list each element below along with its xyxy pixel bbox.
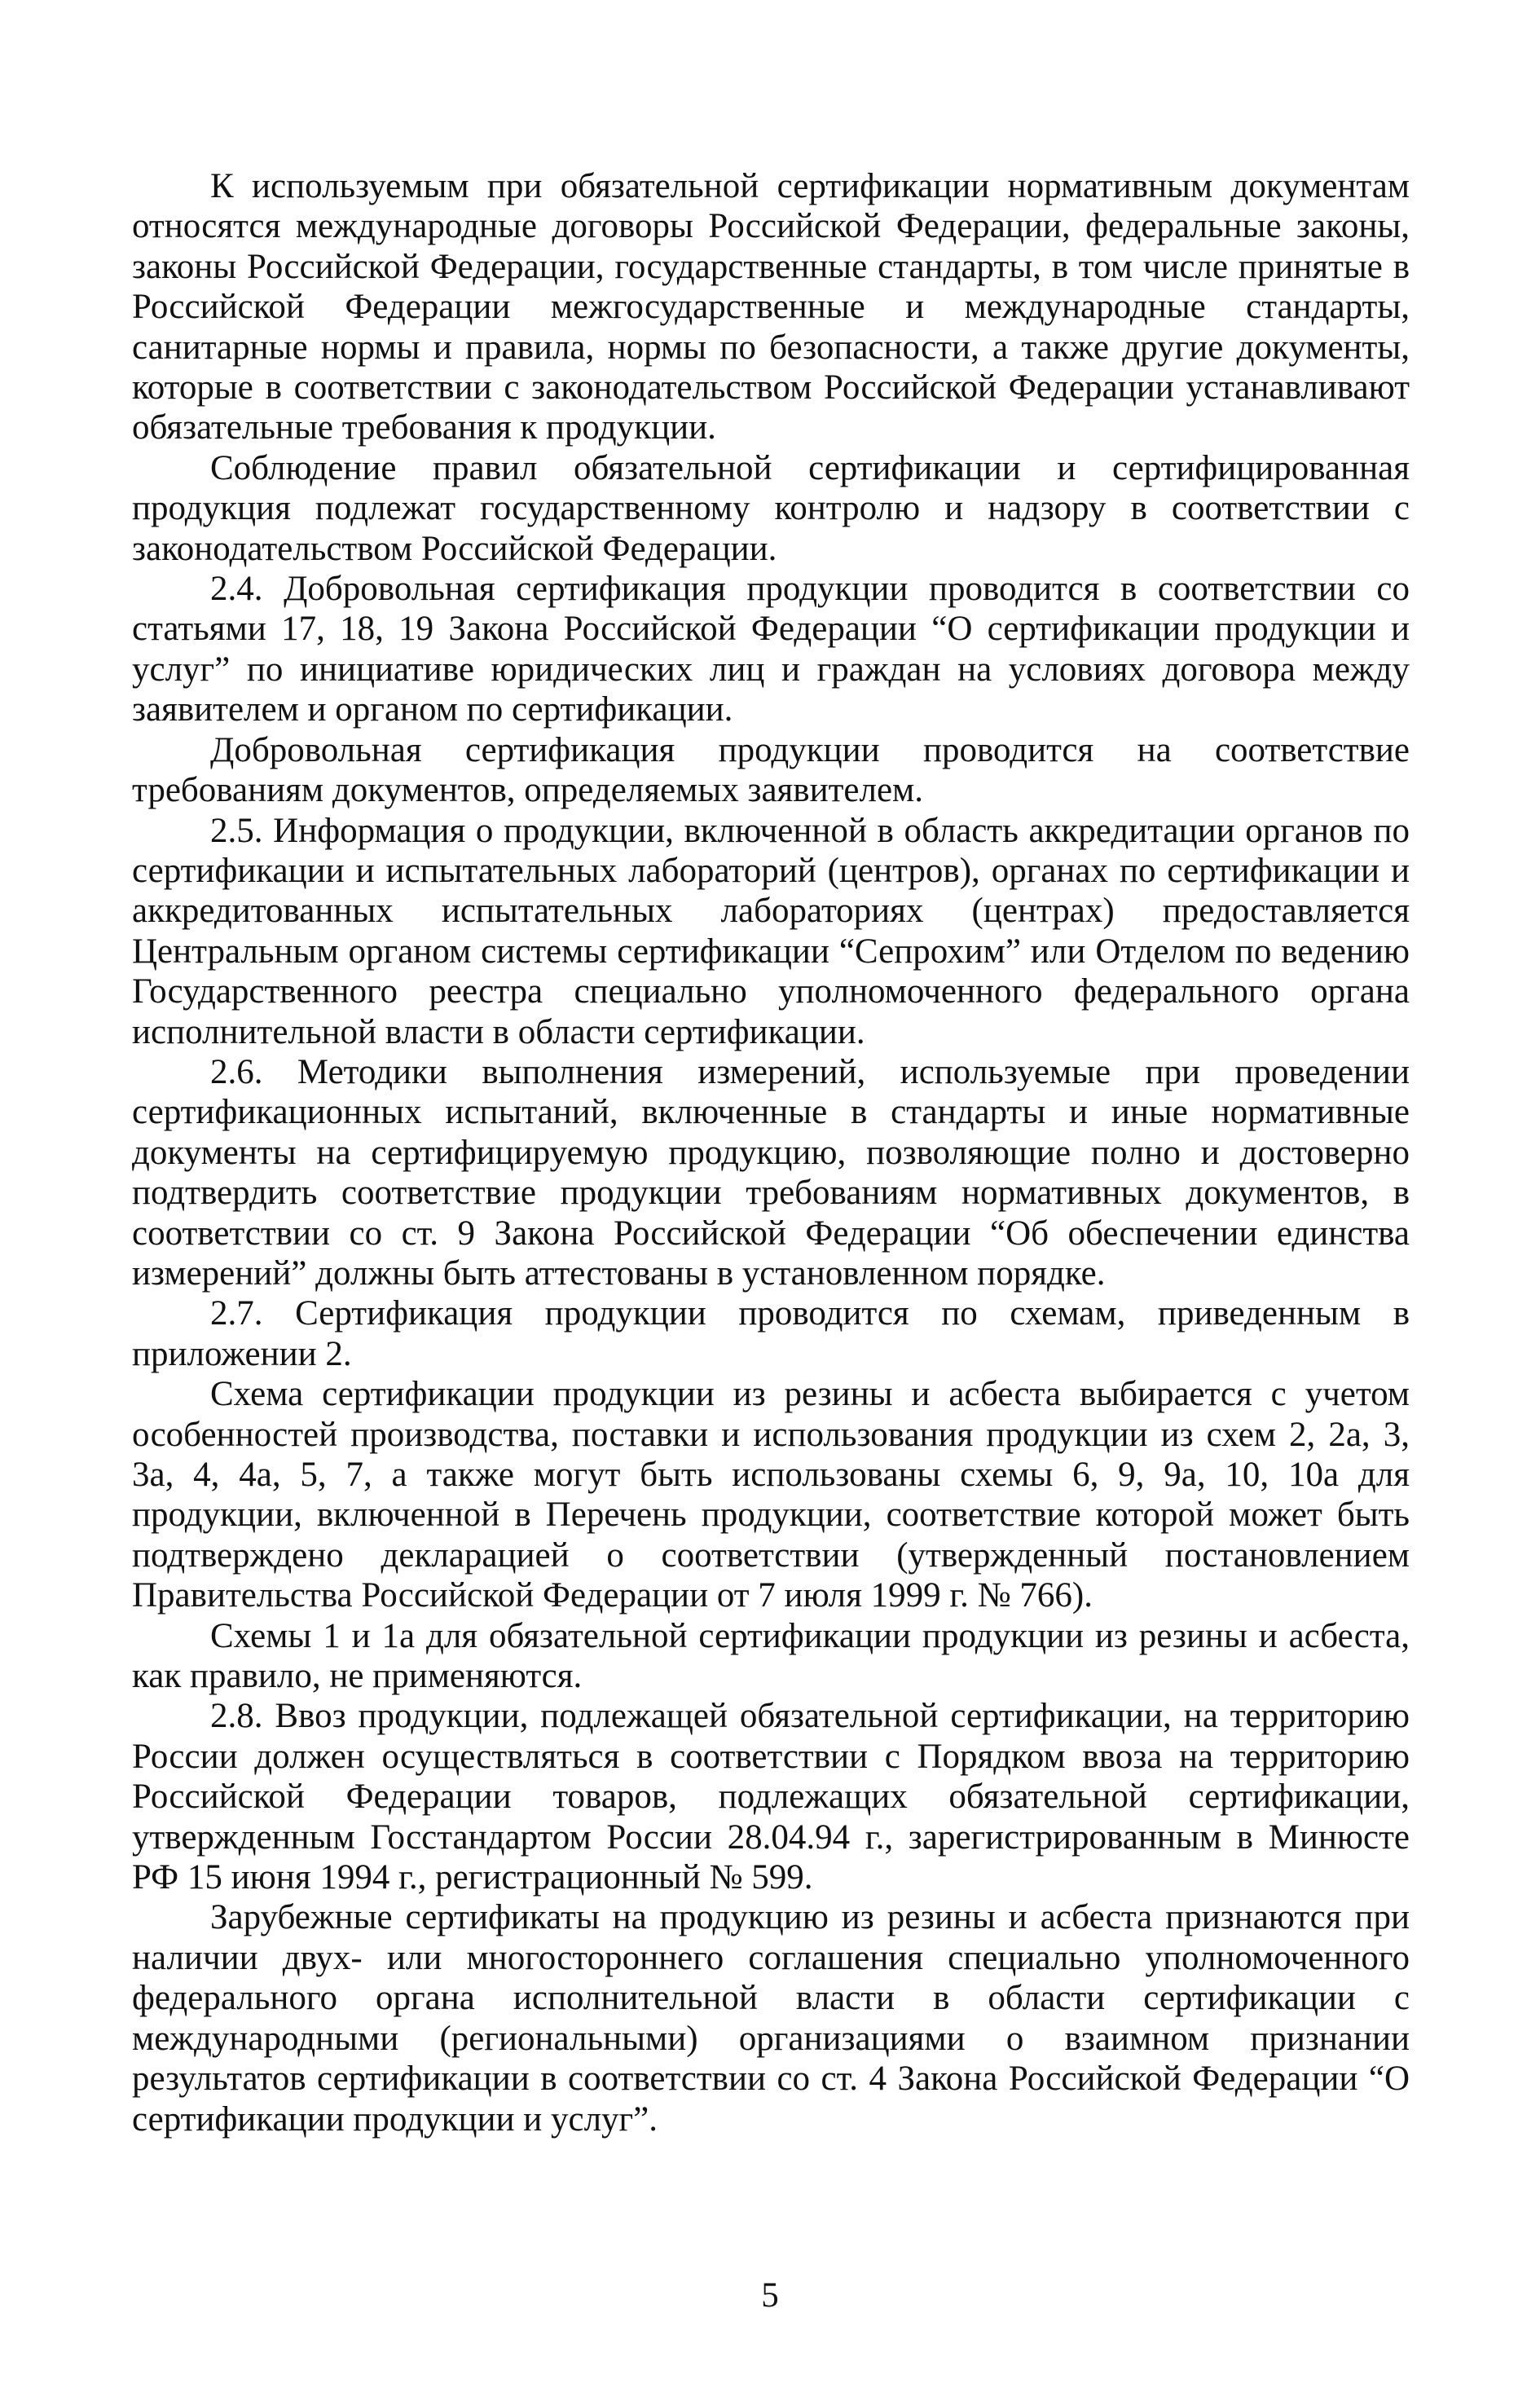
paragraph-2-6-measurement-methods: 2.6. Методики выполнения измерений, используемые при проведении сертификационных испытаний, включенные в стандарты и иные нормативные документы на сертифицируемую продукцию, позволяющие полно и достоверно подтвердить соответствие продукции требованиям нормативных документов, в соответствии со ст. 9 Закона Российской Федерации “Об обеспечении единства измерений” должны быть аттестованы в установленном порядке. [132,1052,1410,1293]
paragraph-2-7-certification-schemes: 2.7. Сертификация продукции проводится по схемам, приведенным в приложении 2. [132,1294,1410,1373]
paragraph-normative-documents: К используемым при обязательной сертификации нормативным документам относятся международные договоры Российской Федерации, федеральные законы, законы Российской Федерации, государственные стандарты, в том числе принятые в Российской Федерации межгосударственные и международные стандарты, санитарные нормы и правила, нормы по безопасности, а также другие документы, которые в соответствии с законодательством Российской Федерации устанавливают обязательные требования к продукции. [132,167,1410,447]
paragraph-scheme-selection: Схема сертификации продукции из резины и асбеста выбирается с учетом особенностей производства, поставки и использования продукции из схем 2, 2а, 3, 3а, 4, 4а, 5, 7, а также могут быть использованы схемы 6, 9, 9а, 10, 10а для продукции, включенной в Перечень продукции, соответствие которой может быть подтверждено декларацией о соответствии (утвержденный постановлением Правительства Российской Федерации от 7 июля 1999 г. № 766). [132,1375,1410,1615]
paragraph-schemes-1-1a: Схемы 1 и 1а для обязательной сертификации продукции из резины и асбеста, как правило, не применяются. [132,1616,1410,1696]
paragraph-state-control: Соблюдение правил обязательной сертификации и сертифицированная продукция подлежат государственному контролю и надзору в соответствии с законодательством Российской Федерации. [132,448,1410,568]
paragraph-2-8-import: 2.8. Ввоз продукции, подлежащей обязательной сертификации, на территорию России должен осуществляться в соответствии с Порядком ввоза на территорию Российской Федерации товаров, подлежащих обязательной сертификации, утвержденным Госстандартом России 28.04.94 г., зарегистрированным в Минюсте РФ 15 июня 1994 г., регистрационный № 599. [132,1697,1410,1897]
paragraph-2-5-information: 2.5. Информация о продукции, включенной в область аккредитации органов по сертификации и испытательных лабораторий (центров), органах по сертификации и аккредитованных испытательных лабораториях (центрах) предоставляется Центральным органом системы сертификации “Сепрохим” или Отделом по ведению Государственного реестра специально уполномоченного федерального органа исполнительной власти в области сертификации. [132,811,1410,1051]
paragraph-voluntary-compliance: Добровольная сертификация продукции проводится на соответствие требованиям документов, определяемых заявителем. [132,730,1410,810]
paragraph-2-4-voluntary-certification: 2.4. Добровольная сертификация продукции проводится в соответствии со статьями 17, 18, 19 Закона Российской Федерации “О сертификации продукции и услуг” по инициативе юридических лиц и граждан на условиях договора между заявителем и органом по сертификации. [132,570,1410,729]
paragraph-foreign-certificates: Зарубежные сертификаты на продукцию из резины и асбеста признаются при наличии двух- или многостороннего соглашения специально уполномоченного федерального органа исполнительной власти в области сертификации с международными (региональными) организациями о взаимном признании результатов сертификации в соответствии со ст. 4 Закона Российской Федерации “О сертификации продукции и услуг”. [132,1898,1410,2139]
page-number: 5 [761,2276,779,2315]
document-page [132,166,1410,2139]
